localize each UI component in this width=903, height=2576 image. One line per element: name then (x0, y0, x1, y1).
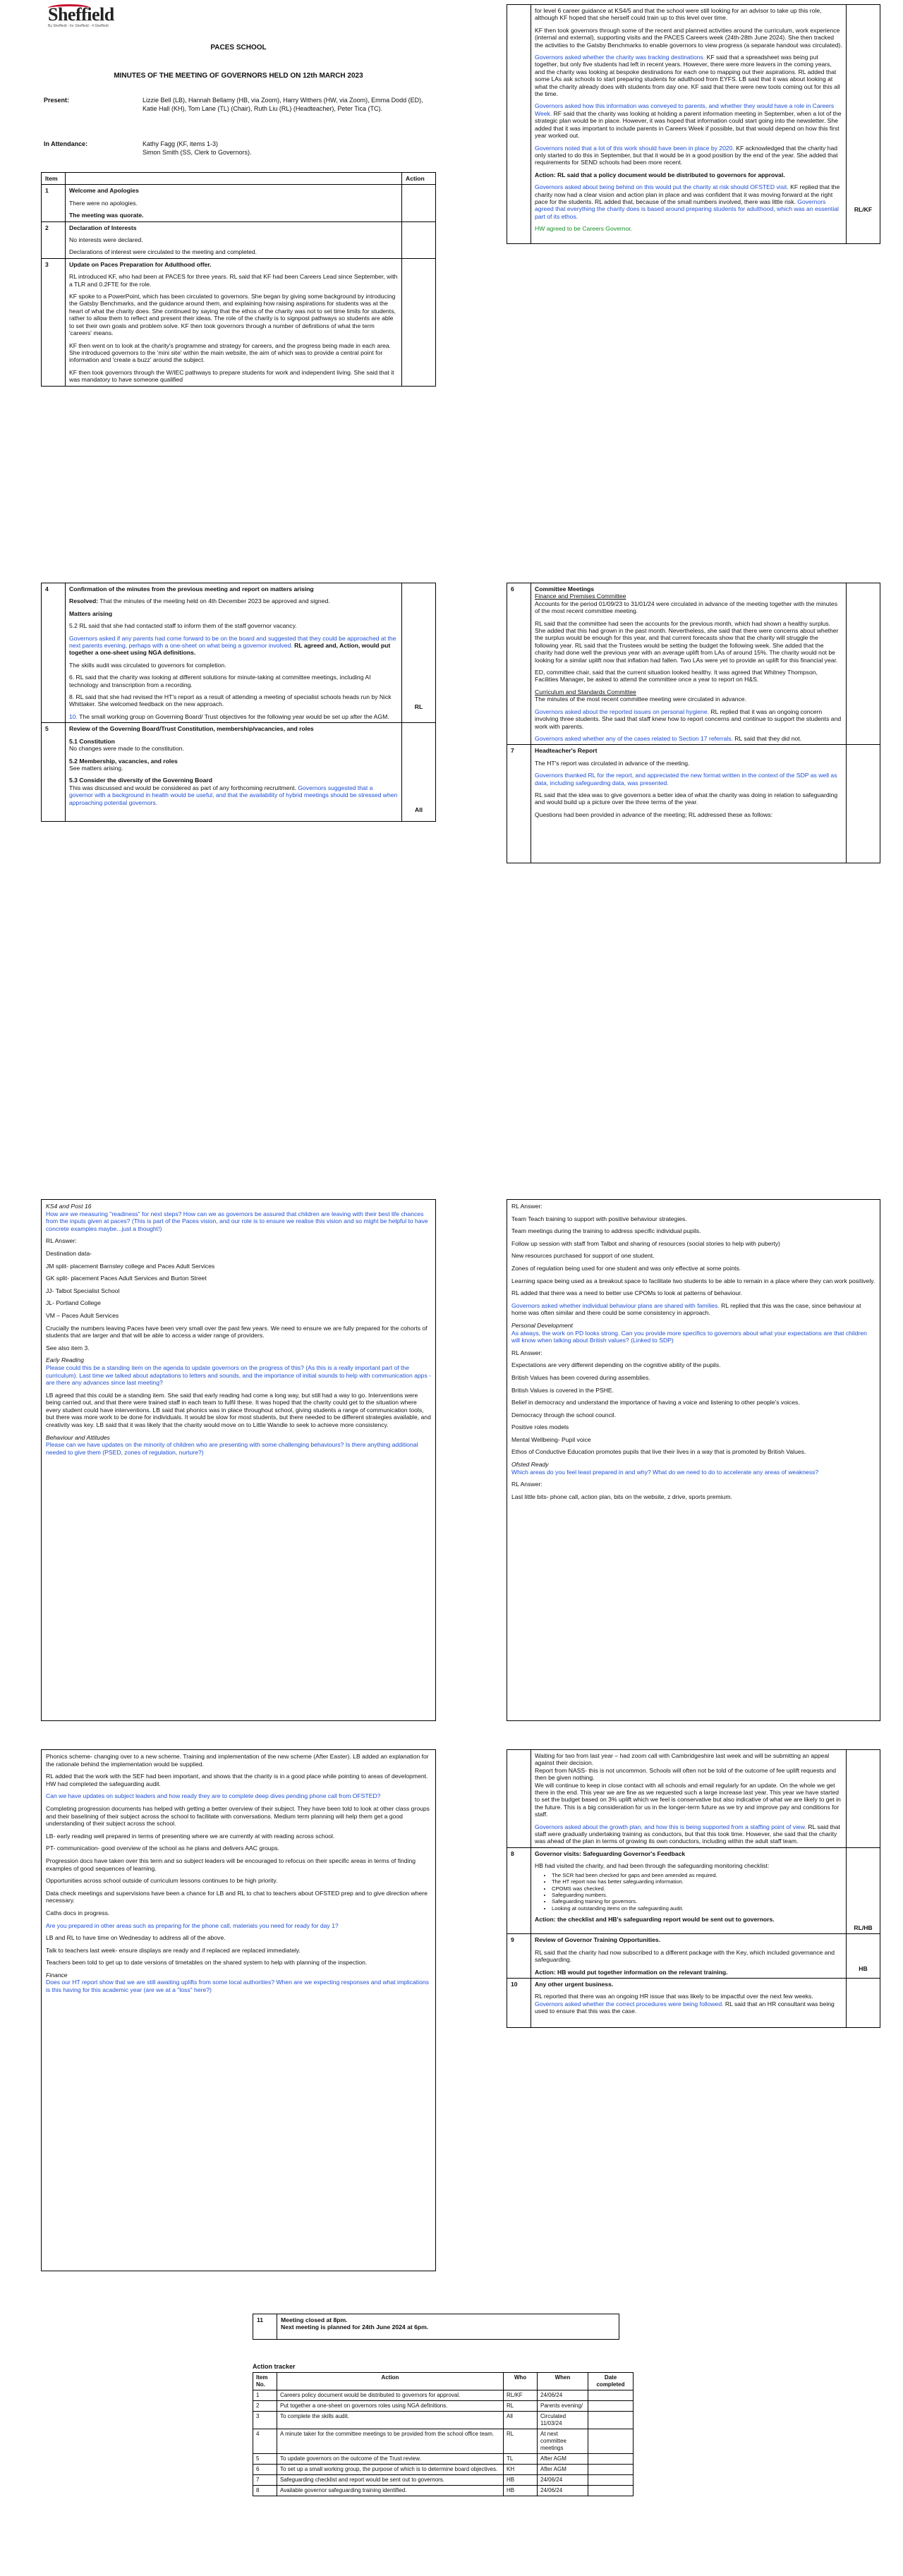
tracker-cell (588, 2390, 634, 2401)
item-8-body (531, 1847, 847, 1933)
minutes-table-items-6-7 (507, 583, 880, 863)
item-10-title: Any other urgent business. (535, 1980, 614, 1988)
item-5-s1: 5.1 Constitution (69, 737, 115, 745)
tracker-cell: HB (504, 2486, 538, 2496)
p3-d2: GK split- placement Paces Adult Services and Burton Street (46, 1275, 207, 1282)
item-3-title: Update on Paces Preparation for Adulthood offer. (69, 260, 212, 268)
item-3-qa4 (535, 183, 842, 220)
item-3-p2: KF spoke to a PowerPoint, which has been circulated to governors. She began by giving some background by introducing the Gatsby Benchmarks, and the guidance around them, and explaining how raising aspirations for students was at the heart of what the charity does. She continued by saying that the ethos of the charity was not to set time limits for students, rather to allow them to reflect and present their ideas. The role of the charity is to signpost pathways so students are able to set their own goals and problem solve. KF then took governors through a number of definitions of what the term 'careers' means. (69, 293, 396, 337)
tracker-cell (588, 2401, 634, 2412)
p6-p1: Waiting for two from last year – had zoom call with Cambridgeshire last week and will be submitting an appeal against their decision. (535, 1752, 830, 1767)
item-3-body (66, 258, 402, 386)
page-7 (253, 2314, 648, 2568)
action-header: Action (402, 173, 436, 185)
item-5-s3blue: Governors suggested that a governor with a background in health would be useful, and that the availability of hybrid meetings should be stressed when approaching potential governors. (69, 784, 398, 806)
item-8-b5: • Safeguarding training for governors. (552, 1898, 842, 1904)
item-9-body (531, 1934, 847, 1979)
item-8-action-who: RL/HB (847, 1847, 880, 1933)
item-3-qa1 (535, 54, 842, 97)
item-6-qa1 (535, 708, 842, 730)
item-6-row (507, 583, 880, 745)
item-4-m2-rest: RL agreed and, Action, would put together a one-sheet using NGA definitions. (69, 642, 391, 657)
tracker-row (253, 2465, 634, 2475)
p5-p10: LB and RL to have time on Wednesday to address all of the above. (46, 1934, 226, 1942)
p4-b6: Positive roles models (511, 1423, 569, 1431)
p4-b5: Democracy through the school council. (511, 1411, 617, 1418)
item-7-cont-action (847, 1750, 880, 1848)
item-2-p2: Declarations of interest were circulated to the meeting and completed. (69, 248, 257, 256)
item-3-cont-number (507, 5, 531, 244)
tracker-row (253, 2401, 634, 2412)
p5-h1: Finance (46, 1971, 68, 1979)
tracker-cell: To update governors on the outcome of the Trust review. (277, 2454, 504, 2465)
item-9-action-text: Action: HB would put together information on the relevant training. (535, 1968, 728, 1976)
item-4-action-who: RL (402, 583, 436, 723)
tracker-cell (588, 2454, 634, 2465)
item-8-checklist (535, 1872, 842, 1912)
item-7-p1: The HT's report was circulated in advance of the meeting. (535, 759, 690, 767)
tracker-cell: KH (504, 2465, 538, 2475)
p5-p8: Data check meetings and supervisions have been a chance for LB and RL to chat to teachers about OFSTED prep and to give direction where necessary. (46, 1889, 428, 1904)
item-6-sub1: Finance and Premises Committee (535, 593, 626, 600)
tracker-cell: 24/06/24 (538, 2390, 588, 2401)
p5-p1: Phonics scheme- changing over to a new scheme. Training and implementation of the new scheme (After Easter). LB added an explanation for the rationale behind the implementation would be supplied. (46, 1753, 429, 1768)
item-4-number: 4 (42, 583, 66, 723)
p4-p1: RL added that there was a need to better use CPOMs to look at patterns of behaviour. (511, 1289, 742, 1297)
item-4-m2 (69, 635, 398, 657)
p6-p2: Report from NASS- this is not uncommon. Schools will often not be told of the outcome of fee uplift requests and then be given nothing. (535, 1766, 837, 1782)
item-8-row (507, 1847, 880, 1933)
attendance-value-1: Kathy Fagg (KF, items 1-3) (143, 140, 219, 147)
p6-q1: Governors asked about the growth plan, and how this is being supported from a staffing point of view. (535, 1823, 806, 1830)
tracker-cell (588, 2412, 634, 2429)
tracker-cell: After AGM (538, 2454, 588, 2465)
item-7-p2: Governors thanked RL for the report, and appreciated the new format written in the context of the SDP as well as data, including safeguarding data, was presented. (535, 772, 837, 786)
item-5-action-who: All (402, 723, 436, 822)
item-6-qa2 (535, 735, 842, 742)
tracker-cell: RL/KF (504, 2390, 538, 2401)
minutes-table-items-8-10 (507, 1749, 880, 2028)
item-6-a2: RL said that they did not. (732, 734, 802, 742)
item-5-number: 5 (42, 723, 66, 822)
item-7-row (507, 745, 880, 863)
item-3-action-who: RL/KF (847, 5, 880, 244)
item-9-p1: RL said that the charity had now subscribed to a different package with the Key, which included governance and safeguarding. (535, 1948, 835, 1964)
item-3-green-note: HW agreed to be Careers Governor. (535, 225, 633, 233)
tracker-cell: All (504, 2412, 538, 2429)
p5-q1: Can we have updates on subject leaders and how ready they are to complete deep dives pending phone call from OFSTED? (46, 1792, 381, 1800)
logo-swoosh-icon (48, 4, 90, 12)
minutes-table-p2 (507, 4, 880, 244)
item-8-number: 8 (507, 1847, 531, 1933)
item-5-s3: 5.3 Consider the diversity of the Governing Board (69, 777, 212, 784)
p4-b3: British Values is covered in the PSHE. (511, 1386, 614, 1394)
p3-h3: Behaviour and Attitudes (46, 1433, 110, 1441)
tracker-row (253, 2390, 634, 2401)
item-3-a4: KF replied that the charity now had a clear vision and action plan in place and was confident that it was moving forward at the right pace for the students. RL added that, because of the small numbers involved, there was little risk. (535, 183, 840, 205)
minutes-table-items-4-5 (41, 583, 436, 822)
item-3-continued-row (507, 5, 880, 244)
p5-p3: Completing progression documents has helped with getting a better overview of their subject. They have been told to look at other class groups and their baselining of their subject across the school to facilitate with conversations. Medium term planning will help them get a good understanding of their subject across the school. (46, 1804, 430, 1828)
tracker-cell: 3 (253, 2412, 277, 2429)
item-6-title: Committee Meetings (535, 585, 595, 593)
page-3-box (41, 1199, 436, 1721)
item-7-p4: Questions had been provided in advance of the meeting; RL addressed these as follows: (535, 810, 772, 818)
item-5-s1t: No changes were made to the constitution. (69, 745, 184, 753)
item-9-row (507, 1934, 880, 1979)
p4-h3: Ofsted Ready (511, 1461, 549, 1469)
tracker-cell: 5 (253, 2454, 277, 2465)
item-8-title: Governor visits: Safeguarding Governor's Feedback (535, 1849, 686, 1857)
item-11-row (253, 2314, 619, 2340)
item-4-m3: The skills audit was circulated to governors for completion. (69, 661, 226, 669)
tracker-row (253, 2412, 634, 2429)
action-tracker-title: Action tracker (253, 2363, 296, 2370)
tracker-cell: 2 (253, 2401, 277, 2412)
item-4-title: Confirmation of the minutes from the previous meeting and report on matters arising (69, 585, 314, 593)
tracker-header-item: Item No. (253, 2373, 277, 2390)
item-4-resolved (69, 597, 398, 604)
item-7-title: Headteacher's Report (535, 747, 598, 755)
item-2-action (402, 221, 436, 258)
tracker-row (253, 2475, 634, 2486)
item-4-m6 (69, 713, 398, 720)
item-1-p1: There were no apologies. (69, 199, 138, 207)
school-name: PACES SCHOOL (210, 44, 267, 51)
p5-p12: Teachers been told to get up to date versions of timetables on the shared system to help with planning of the inspection. (46, 1959, 368, 1967)
p4-l4: New resources purchased for support of one student. (511, 1252, 655, 1260)
p4-q3: Which areas do you feel least prepared in and why? What do we need to do to accelerate any areas of weakness? (511, 1468, 819, 1476)
p3-q1: How are we measuring "readiness" for next steps? How can we as governors be assured that children are leaving with their best life chances from the inputs given at paces? (This is part of the Paces vision, and our role is to ensure we realise this vision and so might be helpful to have concrete examples maybe...just a thought!) (46, 1210, 428, 1232)
p3-rl: RL Answer: (46, 1237, 77, 1245)
p5-p7: Opportunities across school outside of curriculum lessons continues to be high priority. (46, 1877, 278, 1885)
page-6 (507, 1749, 880, 2271)
present-value: Lizzie Bell (LB), Hannah Bellamy (HB, via Zoom), Harry Withers (HW, via Zoom), Emma Dodd (ED), Katie Hall (KH), Tom Lane (TL) (Chair), Ruth Liu (RL) (Headteacher), Peter Tica (TC). (143, 97, 423, 112)
tracker-cell: 8 (253, 2486, 277, 2496)
p4-b1: Expectations are very different depending on the cognitive ability of the pupils. (511, 1361, 721, 1369)
item-3-qa2 (535, 102, 842, 139)
item-3-number: 3 (42, 258, 66, 386)
minutes-table-p1 (41, 172, 436, 387)
item-5-s3-text (69, 784, 398, 806)
p6-p3: We will continue to keep in close contact with all schools and email regularly for an update. On the whole we get there in the end. This year we are fine as we requested such a large increase last year. This year we have started to set the budget based on 3% uplift which we feel is conservative but also indicative of what we are likely to get in the future. This is a big consideration for us in the longer-term future as we try and improve pay and conditions for staff. (535, 1781, 841, 1818)
item-11-table (253, 2314, 619, 2340)
item-3-row (42, 258, 436, 386)
item-3-p4: KF then took governors through the W/IEC pathways to prepare students for work and independent living. She said that it was mandatory to have someone qualified (69, 368, 394, 384)
item-10-body (531, 1978, 847, 2027)
tracker-header-action: Action (277, 2373, 504, 2390)
item-2-number: 2 (42, 221, 66, 258)
tracker-cell: Circulated 11/03/24 (538, 2412, 588, 2429)
p4-qa1 (511, 1302, 875, 1317)
item-3-qa3 (535, 145, 842, 166)
item-4-row (42, 583, 436, 723)
item-4-resolved-label: Resolved: (69, 597, 99, 605)
tracker-cell: 4 (253, 2429, 277, 2454)
p4-b4: Belief in democracy and understand the importance of having a voice and listening to other people's voices. (511, 1399, 800, 1407)
item-7-number: 7 (507, 745, 531, 863)
p3-d5: VM – Paces Adult Services (46, 1311, 119, 1319)
attendance-label: In Attendance: (44, 140, 88, 147)
p3-dest: Destination data- (46, 1249, 92, 1257)
item-3-a3: KF acknowledged that the charity had only started to do this in September, but that it would be in a good position by the end of the year. She added that requirements for SEND schools had been more recent. (535, 144, 838, 166)
item-7-cont-body (531, 1750, 847, 1848)
item-6-p2: RL said that the committee had seen the accounts for the previous month, which had shown a healthy surplus. She added that this had grown in the past month. Nevertheless, she said that there were concerns about whether the surplus would be enough for this year, and that current forecasts show that the charity will struggle the following year. RL said that the Trustees would be setting the budget the following week. She added that the charity had done well the previous year with an average uplift from LAs of around 15%. The charity would not be looking for a similar uplift now that inflation had fallen. Two LAs were yet to provide an uplift for this financial year. (535, 619, 839, 664)
p4-rl: RL Answer: (511, 1203, 543, 1210)
p4-q2: As always, the work on PD looks strong. Can you provide more specifics to governors about what your expectations are that children will know when talking about British values? (Linked to SDP) (511, 1329, 867, 1344)
tracker-cell: HB (504, 2475, 538, 2486)
item-2-body (66, 221, 402, 258)
tracker-cell: TL (504, 2454, 538, 2465)
tracker-cell: Parents evening/ (538, 2401, 588, 2412)
page-1 (41, 4, 436, 540)
item-3-a2: RF said that the charity was looking at holding a parent information meeting in September, when a lot of the strategic plan would be in place. However, it was hoped that information could start going into the newsletter. She added that it was important to include parents in Careers Week if possible, but that would depend on how this first year worked out. (535, 109, 842, 140)
item-11-number: 11 (253, 2314, 277, 2340)
item-4-matters-label: Matters arising (69, 609, 113, 617)
item-5-s2: 5.2 Membership, vacancies, and roles (69, 757, 178, 765)
p4-b7: Mental Wellbeing- Pupil voice (511, 1435, 591, 1443)
blank-header (66, 173, 402, 185)
item-5-s3t: This was discussed and would be considered as part of any forthcoming recruitment. (69, 784, 296, 791)
item-7-body (531, 745, 847, 863)
p3-p2: LB agreed that this could be a standing item. She said that early reading had come a long way, but still had a way to go. Interventions were being carried out, and that there were trained staff in each team to fulfil these. It was hoped that the charity could get to the situation where every student could have interventions. LB said that phonics was in place throughout school, giving students a range of communication tools, but there was more work to be done for individuals. It would be slow for most students, but there needed to be different strategies available, and creativity was key. LB said that it was likely that the charity would move on to Little Wandle to seek to achieve more consistency. (46, 1391, 431, 1429)
item-4-m5: 8. RL said that she had revised the HT's report as a result of attending a meeting of specialist schools heads run by Nick Whittaker. She welcomed feedback on the new approach. (69, 693, 392, 708)
tracker-cell: 7 (253, 2475, 277, 2486)
p5-p11: Talk to teachers last week- ensure displays are ready and if replaced are replaced immediately. (46, 1946, 301, 1954)
item-7-action (847, 745, 880, 863)
p5-q3: Does our HT report show that we are still awaiting uplifts from some local authorities? When are we expecting responses and what implications is this having for this academic year (are we at a "loss" here?) (46, 1979, 429, 1994)
item-6-number: 6 (507, 583, 531, 745)
item-6-p3: ED, committee chair, said that the current situation looked healthy. It was agreed that Whitney Thompson, Facilities Manager, be asked to attend the committee once a year to report on H&S. (535, 669, 818, 684)
item-4-m6-text: The small working group on Governing Board/ Trust objectives for the following year would be set up after the AGM. (77, 712, 389, 720)
item-9-title: Review of Governor Training Opportunities. (535, 1936, 661, 1944)
p4-b2: British Values has been covered during assemblies. (511, 1373, 650, 1381)
p4-a1: RL replied that this was the case, since behaviour at home was often similar and there could be some consistency in approach. (511, 1301, 861, 1317)
item-8-p1: HB had visited the charity, and had been through the safeguarding monitoring checklist: (535, 1862, 770, 1870)
item-6-sub2: Curriculum and Standards Committee (535, 688, 636, 695)
p5-p6: Progression docs have taken over this term and so subject leaders will be encouraged to refocus on their specific areas in terms of finding examples of good sequences of learning. (46, 1857, 416, 1872)
tracker-cell: Safeguarding checklist and report would be sent out to governors. (277, 2475, 504, 2486)
p6-qa1 (535, 1823, 842, 1845)
item-6-body (531, 583, 847, 745)
tracker-cell: 1 (253, 2390, 277, 2401)
item-6-a1: RL replied that it was an ongoing concern involving three students. She said that staff knew how to report concerns and continue to support the students and work with parents. (535, 707, 842, 730)
p4-b8: Ethos of Conductive Education promotes pupils that live their lives in a way that is promoted by British Values. (511, 1448, 806, 1456)
p3-d1: JM split- placement Barnsley college and Paces Adult Services (46, 1262, 215, 1270)
page-4-box (507, 1199, 880, 1721)
item-11-l2: Next meeting is planned for 24th June 2024 at 6pm. (281, 2323, 429, 2331)
tracker-header-when: When (538, 2373, 588, 2390)
item-3-p3: KF then went on to look at the charity's programme and strategy for careers, and the progress being made in each area. She introduced governors to the 'mini site' within the main website, the aim of which was to provide a central point for information and 'create a buzz' around the subject. (69, 341, 391, 364)
item-3-q1: Governors asked whether the charity was tracking destinations. (535, 54, 705, 61)
item-4-m1: 5.2 RL said that she had contacted staff to inform them of the staff governor vacancy. (69, 622, 297, 630)
table-header-row (42, 173, 436, 185)
item-1-body (66, 185, 402, 221)
item-7-continued-row (507, 1750, 880, 1848)
item-6-q2: Governors asked whether any of the cases related to Section 17 referrals. (535, 734, 733, 742)
item-5-body (66, 723, 402, 822)
page-5-box (41, 1749, 436, 2271)
tracker-header-completed: Date completed (588, 2373, 634, 2390)
tracker-cell (588, 2486, 634, 2496)
p4-l2: Team meetings during the training to address specific individual pupils. (511, 1227, 701, 1235)
p4-q1: Governors asked whether individual behaviour plans are shared with families. (511, 1301, 720, 1309)
item-3-q3: Governors noted that a lot of this work should have been in place by 2020. (535, 144, 734, 152)
item-9-number: 9 (507, 1934, 531, 1979)
item-3-cont1: for level 6 career guidance at KS4/5 and that the school were still looking for an advisor to take up this role, although KF hoped that she herself could train up to this level over time. (535, 7, 822, 22)
item-1-number: 1 (42, 185, 66, 221)
tracker-cell: RL (504, 2401, 538, 2412)
item-9-action-who: HB (847, 1934, 880, 1979)
item-8-action-text: Action: the checklist and HB's safeguarding report would be sent out to governors. (535, 1916, 775, 1924)
attendance-value-2: Simon Smith (SS, Clerk to Governors). (143, 149, 252, 156)
item-11-body (277, 2314, 619, 2340)
item-6-p1: Accounts for the period 01/09/23 to 31/01/24 were circulated in advance of the meeting together with the minutes of the most recent committee meeting. (535, 600, 837, 615)
tracker-cell: At next committee meetings (538, 2429, 588, 2454)
p4-l5: Zones of regulation being used for one student and was only effective at some points. (511, 1264, 741, 1272)
item-1-p2: The meeting was quorate. (69, 212, 144, 219)
tracker-row (253, 2486, 634, 2496)
item-11-l1: Meeting closed at 8pm. (281, 2316, 348, 2323)
item-10-q: Governors asked whether the correct procedures were being followed. (535, 2000, 724, 2007)
item-2-p1: No interests were declared. (69, 236, 143, 244)
tracker-header-row (253, 2373, 634, 2390)
item-1-action (402, 185, 436, 221)
tracker-cell: 24/06/24 (538, 2486, 588, 2496)
item-3-action (402, 258, 436, 386)
p5-p2: RL added that the work with the SEF had been important, and shows that the charity is in a good place while pointing to areas of development. HW had completed the safeguarding audit. (46, 1773, 428, 1787)
p3-q2: Please could this be a standing item on the agenda to update governors on the progress of this? (As this is a really important part of the curriculum). Last time we talked about adaptations to letters and sounds, and the importance of initial sounds to help with communication apps - are there any advances since last meeting? (46, 1363, 432, 1387)
p3-h2: Early Reading (46, 1356, 84, 1364)
p3-see: See also item 3. (46, 1344, 90, 1351)
meeting-title: MINUTES OF THE MEETING OF GOVERNORS HELD ON 12th MARCH 2023 (114, 72, 363, 80)
item-10-action (847, 1978, 880, 2027)
item-5-row (42, 723, 436, 822)
page-2 (507, 4, 880, 540)
tracker-row (253, 2429, 634, 2454)
item-3-q4: Governors asked about being behind on this would put the charity at risk should OFSTED visit. (535, 183, 789, 191)
action-tracker-table (253, 2372, 634, 2496)
item-8-b1: • The SCR had been checked for gaps and been amended as required. (552, 1872, 842, 1878)
present-label: Present: (44, 97, 70, 104)
p4-c1: Last little bits- phone call, action plan, bits on the website, z drive, sports premium. (511, 1493, 732, 1500)
item-5-title: Review of the Governing Board/Trust Constitution, membership/vacancies, and roles (69, 725, 314, 733)
page-1b (41, 583, 436, 1076)
item-4-m2-blue: Governors asked if any parents had come forward to be on the board and suggested that they could be approached at the next parents evening, perhaps with a one-sheet on what being a governor involved. (69, 634, 396, 650)
item-6-q1: Governors asked about the reported issues on personal hygiene. (535, 707, 709, 715)
item-10-p1: RL reported that there was an ongoing HR issue that was likely to be impactful over the next few weeks. (535, 1993, 813, 2000)
tracker-cell: To set up a small working group, the purpose of which is to determine board objectives. (277, 2465, 504, 2475)
tracker-cell: RL (504, 2429, 538, 2454)
item-3-q5: Governors agreed that everything the charity does is based around preparing students for adulthood, which was an essential part of its ethos. (535, 198, 839, 220)
tracker-cell (588, 2475, 634, 2486)
item-3-p1: RL introduced KF, who had been at PACES for three years. RL said that KF had been Careers Lead since September, with a TLR and 0.2FTE for the role. (69, 273, 398, 288)
item-10-row (507, 1978, 880, 2027)
p4-l1: Team Teach training to support with positive behaviour strategies. (511, 1215, 687, 1222)
p3-q3: Please can we have updates on the minority of children who are presenting with some challenging behaviours? Is there anything additional needed to give them (PSED, zones of regulation, nurture?) (46, 1441, 418, 1456)
tracker-cell (588, 2429, 634, 2454)
page-2b (507, 583, 880, 1076)
item-10-a: RL said that an HR consultant was being used to ensure that this was the case. (535, 2000, 835, 2015)
tracker-cell: A minute taker for the committee meetings to be provided from the school office team. (277, 2429, 504, 2454)
item-10-number: 10 (507, 1978, 531, 2027)
tracker-row (253, 2454, 634, 2465)
p5-p9: Caths docs in progress. (46, 1909, 110, 1916)
item-1-title: Welcome and Apologies (69, 187, 139, 195)
p3-p1: Crucially the numbers leaving Paces have been very small over the past few years. We need to ensure we are fully prepared for the cohorts of students that are larger and that will be able to access a wider range of providers. (46, 1324, 428, 1339)
logo-tagline: By Sheffield - for Sheffield - 4 Sheffield (48, 24, 109, 28)
item-header: Item (42, 173, 66, 185)
tracker-cell: After AGM (538, 2465, 588, 2475)
item-2-row (42, 221, 436, 258)
p6-a1: RL said that staff were gradually undertaking training as conductors, but that this took time. However, she said that the charity was ahead of the plan in terms of growing its own conductors, including within the adult staff team. (535, 1823, 840, 1845)
p3-d3: JJ- Talbot Specialist School (46, 1287, 120, 1294)
p5-p4: LB- early reading well prepared in terms of presenting where we are currently at with reading across school. (46, 1832, 335, 1840)
item-5-s2t: See matters arising. (69, 764, 123, 772)
item-3-action-text: Action: RL said that a policy document would be distributed to governors for approval. (535, 171, 785, 178)
tracker-cell: Available governor safeguarding training identified. (277, 2486, 504, 2496)
item-6-action (847, 583, 880, 745)
item-8-b2: • The HT report now has better safeguarding information. (552, 1878, 842, 1885)
attendance-values (143, 140, 425, 157)
p5-p5: PT- communication- good overview of the school as he plans and delivers AAC groups. (46, 1845, 280, 1852)
p4-rl2: RL Answer: (511, 1349, 543, 1356)
tracker-cell (588, 2465, 634, 2475)
p4-l6: Learning space being used as a breakout space to facilitate two students to be able to remain in a place where they can work positively. (511, 1277, 875, 1284)
item-6-p4: The minutes of the most recent committee meeting were circulated in advance. (535, 695, 746, 703)
item-3-q2: Governors asked how this information was conveyed to parents, and whether they would have a role in Careers Week. (535, 102, 835, 117)
item-2-title: Declaration of Interests (69, 224, 137, 231)
tracker-cell: To complete the skills audit. (277, 2412, 504, 2429)
item-3-a1: KF said that a spreadsheet was being put together, but only five students had left in recent years. However, there were more leavers in the coming years, and the charity was looking at bespoke destinations for each one to mapping out their aspirations. RL added that some LAs ask schools to start preparing students for adulthood from EYFS. LB said that it was about looking at what the charity already does with students from day one. KF said that there were new tools coming out for this all the time. (535, 54, 840, 98)
tracker-cell: 6 (253, 2465, 277, 2475)
action-tracker (253, 2363, 634, 2496)
tracker-cell: Put together a one-sheet on governors roles using NGA definitions. (277, 2401, 504, 2412)
p3-d4: JL- Portland College (46, 1299, 101, 1307)
item-8-b4: • Safeguarding numbers. (552, 1892, 842, 1898)
p5-q2: Are you prepared in other areas such as preparing for the phone call, materials you need for ready for day 1? (46, 1921, 339, 1929)
item-3-cont-body (531, 5, 847, 244)
item-10-p1-wrap (535, 1993, 842, 2015)
item-4-body (66, 583, 402, 723)
item-4-resolved-text: That the minutes of the meeting held on 4th December 2023 be approved and signed. (98, 597, 330, 605)
item-7-cont-number (507, 1750, 531, 1848)
sheffield-logo (48, 6, 140, 34)
tracker-header-who: Who (504, 2373, 538, 2390)
item-1-row (42, 185, 436, 221)
item-4-m4: 6. RL said that the charity was looking at different solutions for minute-taking at committee meetings, including AI technology and transcription from a recording. (69, 674, 371, 688)
logo-name: Sheffield (48, 4, 114, 25)
p4-rl3: RL Answer: (511, 1481, 543, 1488)
tracker-cell: 24/06/24 (538, 2475, 588, 2486)
item-3-cont2: KF then took governors through some of the recent and planned activities around the curriculum, work experience (internal and external), supporting visits and the PACES Careers week (24th-28th June 2024). She then tracked the activities to the Gatsby Benchmarks to enable governors to view progress (a separate handout was circulated). (535, 26, 842, 49)
tracker-cell: Careers policy document would be distributed to governors for approval. (277, 2390, 504, 2401)
p3-h1: KS4 and Post 16 (46, 1203, 92, 1210)
item-7-p3: RL said that the idea was to give governors a better idea of what the charity was doing in relation to safeguarding and would build up a picture over the three terms of the year. (535, 791, 838, 806)
p4-h2: Personal Development (511, 1321, 573, 1329)
item-8-b3: • CPOMS was checked. (552, 1885, 842, 1892)
item-8-b6: • Looking at outstanding items on the safeguarding audit. (552, 1905, 842, 1912)
p4-l3: Follow up session with staff from Talbot and sharing of resources (social stories to help with puberty) (511, 1239, 780, 1247)
item-4-m6-blue: 10. (69, 712, 78, 720)
